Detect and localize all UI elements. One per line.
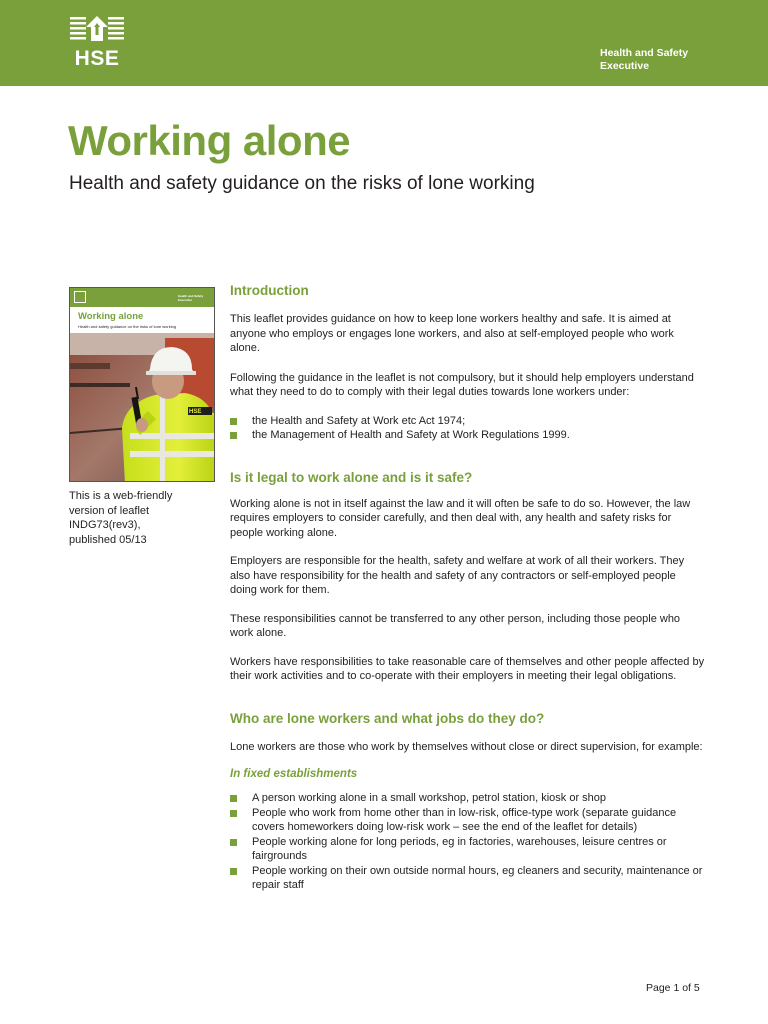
cover-caption xyxy=(69,489,209,547)
hse-logo xyxy=(68,15,126,71)
list-item xyxy=(230,428,705,443)
intro-paragraph-1: This leaflet provides guidance on how to keep lone workers healthy and safe. It is aimed at anyone who employs or engages lone workers, and also at self-employed people who work alone. xyxy=(230,313,674,354)
bullet-square-icon xyxy=(230,810,237,817)
list-item xyxy=(230,414,705,429)
caption-line: INDG73(rev3), xyxy=(69,519,141,531)
main-content xyxy=(230,282,705,893)
legal-paragraph-4: Workers have responsibilities to take reasonable care of themselves and other people affected by their work activities and to co-operate with their employers in meeting their legal obligations. xyxy=(230,655,705,682)
section-heading-legal: Is it legal to work alone and is it safe? xyxy=(230,469,473,485)
vest-label: HSE xyxy=(189,409,202,415)
page-subtitle: Health and safety guidance on the risks of lone working xyxy=(69,173,535,194)
bullet-square-icon xyxy=(230,418,237,425)
bullet-square-icon xyxy=(230,795,237,802)
list-item xyxy=(230,791,705,806)
cover-org-name: Health and Safety Executive xyxy=(178,294,204,302)
organisation-name xyxy=(600,47,740,73)
cover-logo-icon xyxy=(74,291,86,303)
list-item-text: A person working alone in a small workshop, petrol station, kiosk or shop xyxy=(252,792,607,804)
section-heading-lone-workers: Who are lone workers and what jobs do they do? xyxy=(230,710,545,726)
org-line-2: Executive xyxy=(600,60,650,72)
list-item xyxy=(230,806,705,835)
caption-line: published 05/13 xyxy=(69,533,147,546)
list-item xyxy=(230,835,705,864)
bullet-square-icon xyxy=(230,868,237,875)
hse-emblem-icon xyxy=(68,15,126,49)
list-item-text: the Health and Safety at Work etc Act 1974; xyxy=(252,414,466,427)
page-number: Page 1 of 5 xyxy=(646,982,700,994)
list-item-text: People working on their own outside normal hours, eg cleaners and security, maintenance or repair staff xyxy=(252,864,703,891)
header-band xyxy=(0,0,768,86)
subheading-fixed-establishments: In fixed establishments xyxy=(230,768,358,780)
list-item xyxy=(230,864,705,893)
bullet-square-icon xyxy=(230,432,237,439)
legal-paragraph-2: Employers are responsible for the health, safety and welfare at work of all their workers. They also have responsibility for the health and safety of any contractors or self-employed people doing work for them. xyxy=(230,555,685,596)
page-title: Working alone xyxy=(68,117,351,164)
list-item-text: the Management of Health and Safety at Work Regulations 1999. xyxy=(252,429,570,441)
bullet-square-icon xyxy=(230,839,237,846)
legal-paragraph-1: Working alone is not in itself against the law and it will often be safe to do so. However, the law requires employers to consider carefully, and then deal with, any health and safety risks for people working alone. xyxy=(230,497,691,539)
legal-paragraph-3: These responsibilities cannot be transferred to any other person, including those people who work alone. xyxy=(230,612,681,639)
cover-subtitle: Health and safety guidance on the risks of lone working xyxy=(78,324,177,329)
list-item-text: People who work from home other than in low-risk, office-type work (separate guidance covers homeworkers doing low-risk work – see the end of the leaflet for details) xyxy=(252,806,677,833)
lone-worker-photo xyxy=(70,333,215,482)
cover-title: Working alone xyxy=(78,311,144,322)
fixed-establishments-list xyxy=(230,791,705,893)
caption-line: version of leaflet xyxy=(69,504,150,517)
caption-line: This is a web-friendly xyxy=(69,490,173,502)
who-paragraph-1: Lone workers are those who work by themselves without close or direct supervision, for example: xyxy=(230,740,703,753)
list-item-text: People working alone for long periods, eg in factories, warehouses, leisure centres or fairgrounds xyxy=(252,835,667,862)
leaflet-cover-thumbnail xyxy=(69,287,215,482)
section-heading-introduction: Introduction xyxy=(230,283,309,298)
intro-bullet-list xyxy=(230,414,705,443)
org-line-1: Health and Safety xyxy=(600,47,689,59)
intro-paragraph-2: Following the guidance in the leaflet is not compulsory, but it should help employers understand what they need to do to comply with their legal duties towards lone workers under: xyxy=(230,371,694,398)
logo-text: HSE xyxy=(74,47,120,70)
